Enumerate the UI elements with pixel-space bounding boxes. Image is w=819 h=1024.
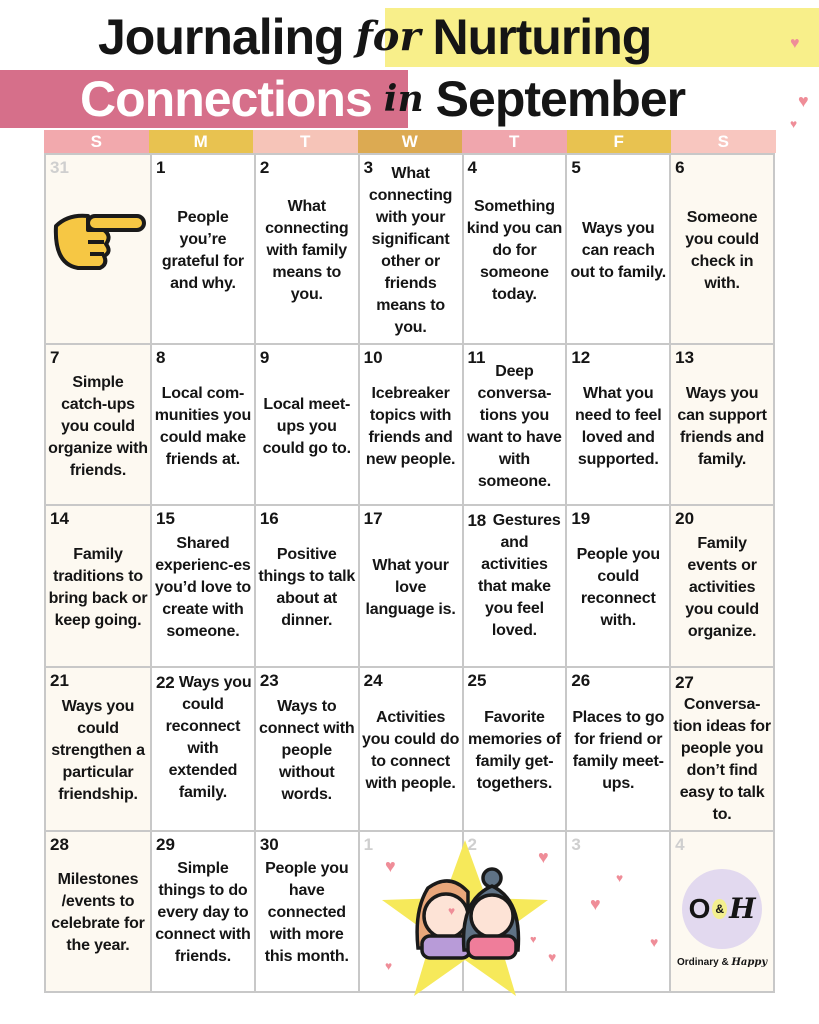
journal-prompt [258, 858, 356, 968]
calendar-day [360, 345, 464, 506]
weekday-header: S [44, 130, 149, 153]
journal-prompt [673, 533, 771, 643]
title-line-2 [80, 70, 685, 128]
day-number: 17 [363, 509, 383, 529]
day-number: 4 [675, 834, 685, 854]
journal-prompt-text: Activities you could do to connect with people. [362, 708, 460, 792]
journal-prompt [569, 218, 667, 284]
journal-prompt-text: Simple catch-ups you could organize with friends. [48, 373, 148, 479]
calendar-day [464, 155, 568, 345]
calendar-day [46, 506, 152, 667]
journal-prompt [466, 196, 564, 306]
calendar-day [360, 506, 464, 667]
calendar-day [567, 832, 671, 993]
journal-prompt-text: Deep conversa-tions you want to have with someone. [467, 362, 562, 490]
friends-star-illustration [380, 838, 550, 998]
heart-icon: ♥ [538, 847, 549, 867]
calendar-day [256, 832, 360, 993]
day-number: 25 [467, 670, 487, 690]
journal-prompt [48, 544, 148, 632]
journal-prompt [154, 672, 252, 804]
calendar-grid [44, 153, 775, 993]
journal-prompt-text: Ways you could reconnect with extended family. [165, 673, 252, 801]
calendar-day [256, 668, 360, 832]
journal-prompt [466, 510, 564, 642]
day-number: 16 [259, 509, 279, 529]
heart-icon: ♥ [650, 934, 659, 950]
journal-prompt-text: Local com-munities you could make friends at. [154, 384, 252, 468]
journal-prompt-text: What you need to feel loved and supported. [574, 384, 662, 468]
journal-prompt [673, 207, 771, 295]
title-line-1 [98, 8, 651, 66]
calendar-day [464, 506, 568, 667]
day-number: 15 [156, 509, 175, 529]
journal-prompt-text: Family events or activities you could organize. [685, 534, 759, 640]
journal-prompt-text: Favorite memories of family get-togethers. [467, 708, 561, 792]
day-number: 4 [467, 158, 477, 177]
title-for: for [355, 13, 421, 60]
heart-icon: ♥ [530, 934, 537, 946]
title-in: in [383, 78, 424, 120]
day-number: 30 [259, 834, 279, 854]
day-number: 24 [363, 670, 383, 690]
day-number: 3 [363, 158, 374, 177]
journal-prompt [154, 858, 252, 968]
journal-prompt-text: Something kind you can do for someone today. [466, 198, 563, 303]
journal-prompt-text: People you could reconnect with. [576, 545, 660, 629]
journal-prompt-text: Ways you can reach out to family. [570, 220, 667, 281]
day-number: 26 [571, 670, 591, 690]
journal-prompt-text: Milestones /events to celebrate for the year. [51, 871, 145, 955]
day-number: 11 [467, 348, 486, 367]
calendar-day [152, 668, 256, 832]
day-number: 10 [363, 348, 383, 367]
day-number: 5 [571, 158, 581, 177]
journal-prompt-text: Places to go for friend or family meet-ups. [572, 708, 665, 792]
day-number: 14 [50, 509, 69, 529]
calendar-day [152, 345, 256, 506]
heart-icon: ♥ [448, 904, 456, 918]
journal-prompt [673, 383, 771, 471]
journal-prompt-text: Local meet-ups you could go to. [262, 395, 351, 457]
title-september: September [435, 71, 686, 127]
journal-prompt [258, 696, 356, 806]
weekday-header: W [358, 130, 463, 153]
journal-prompt-text: People you’re grateful for and why. [161, 209, 244, 292]
calendar-day [152, 155, 256, 345]
day-number: 1 [156, 158, 166, 177]
calendar-day [567, 506, 671, 667]
journal-prompt-text: Ways to connect with people without words. [259, 697, 355, 803]
calendar-day [46, 345, 152, 506]
day-number: 19 [571, 509, 591, 529]
journal-prompt-text: Simple things to do every day to connect with friends. [155, 860, 251, 966]
day-number: 21 [50, 670, 69, 690]
day-number: 3 [571, 834, 581, 854]
journal-prompt [466, 361, 564, 493]
day-number: 9 [259, 348, 270, 367]
calendar-day [46, 832, 152, 993]
journal-prompt-text: Ways you could strengthen a particular friendship. [51, 697, 145, 803]
title-connections: Connections [80, 71, 372, 127]
calendar-day [567, 155, 671, 345]
journal-prompt-text: What your love language is. [365, 556, 456, 618]
journal-prompt [569, 383, 667, 471]
journal-prompt [362, 707, 460, 795]
calendar-day [464, 668, 568, 832]
calendar-day [671, 155, 775, 345]
journal-prompt [48, 372, 148, 482]
calendar-day [671, 668, 775, 832]
day-number: 6 [675, 158, 685, 177]
day-number: 8 [156, 348, 166, 367]
brand-logo: O & H Ordinary & Happy [677, 869, 767, 968]
calendar-day [46, 155, 152, 345]
weekday-header: S [671, 130, 776, 153]
calendar-day [464, 345, 568, 506]
day-number: 20 [675, 509, 695, 529]
weekday-header: T [253, 130, 358, 153]
calendar-day [567, 345, 671, 506]
heart-icon: ♥ [616, 871, 624, 885]
day-number: 27 [675, 672, 694, 692]
day-number: 28 [50, 834, 69, 854]
day-number: 2 [259, 158, 270, 177]
heart-icon: ♥ [790, 35, 800, 52]
calendar-day [360, 155, 464, 345]
calendar-day [360, 668, 464, 832]
calendar-day [256, 345, 360, 506]
day-number: 13 [675, 348, 695, 367]
journal-prompt-text: Conversa-tion ideas for people you don’t find easy to talk to. [673, 695, 771, 823]
day-number: 2 [467, 834, 477, 854]
heart-icon: ♥ [385, 856, 396, 876]
journal-prompt-text: Icebreaker topics with friends and new people. [365, 384, 456, 468]
heart-icon: ♥ [798, 91, 809, 111]
journal-prompt-text: People you have connected with more this month. [264, 860, 349, 966]
pointing-hand-icon [48, 206, 148, 276]
journal-prompt-text: Shared experienc-es you’d love to create with someone. [154, 534, 251, 640]
journal-prompt [466, 707, 564, 795]
weekday-header: M [149, 130, 254, 153]
journal-prompt-text: Family traditions to bring back or keep going. [48, 545, 148, 629]
weekday-header: T [462, 130, 567, 153]
calendar-day [256, 155, 360, 345]
journal-prompt [569, 544, 667, 632]
journal-prompt [154, 207, 252, 295]
journal-prompt [258, 394, 356, 460]
day-number: 7 [50, 348, 60, 367]
journal-prompt [569, 707, 667, 795]
journal-prompt-text: Ways you can support friends and family. [677, 384, 767, 468]
calendar-day [152, 832, 256, 993]
day-number: 18 [467, 511, 487, 531]
journal-prompt [673, 672, 771, 826]
journal-prompt-text: Gestures and activities that make you feel loved. [477, 512, 561, 640]
calendar-day [671, 345, 775, 506]
weekday-header: F [567, 130, 672, 153]
calendar-day [671, 506, 775, 667]
journal-prompt-text: Positive things to talk about at dinner. [258, 545, 356, 629]
calendar-day [46, 668, 152, 832]
day-number: 29 [156, 834, 175, 854]
heart-icon: ♥ [590, 894, 601, 914]
title-nurturing: Nurturing [432, 9, 652, 65]
journal-prompt [362, 163, 460, 339]
journal-prompt [258, 196, 356, 306]
journal-prompt [362, 555, 460, 621]
day-number: 23 [259, 670, 279, 690]
journal-prompt [48, 869, 148, 957]
journal-prompt [48, 696, 148, 806]
heart-icon: ♥ [385, 959, 393, 973]
calendar-day [567, 668, 671, 832]
calendar-day [671, 832, 775, 993]
day-number: 12 [571, 348, 591, 367]
calendar-day [152, 506, 256, 667]
journal-prompt-text: What connecting with family means to you. [265, 198, 349, 303]
calendar-day [256, 506, 360, 667]
title-journaling: Journaling [98, 9, 344, 65]
journal-prompt [258, 544, 356, 632]
journal-prompt [362, 383, 460, 471]
heart-icon: ♥ [548, 949, 557, 965]
journal-prompt [154, 383, 252, 471]
heart-icon: ♥ [790, 117, 798, 131]
journal-prompt [154, 533, 252, 643]
day-number: 31 [50, 158, 69, 177]
day-number: 1 [363, 834, 374, 854]
journal-prompt-text: Someone you could check in with. [685, 209, 759, 292]
journal-prompt-text: What connecting with your significant other or friends means to you. [368, 165, 453, 336]
day-number: 22 [156, 672, 175, 692]
